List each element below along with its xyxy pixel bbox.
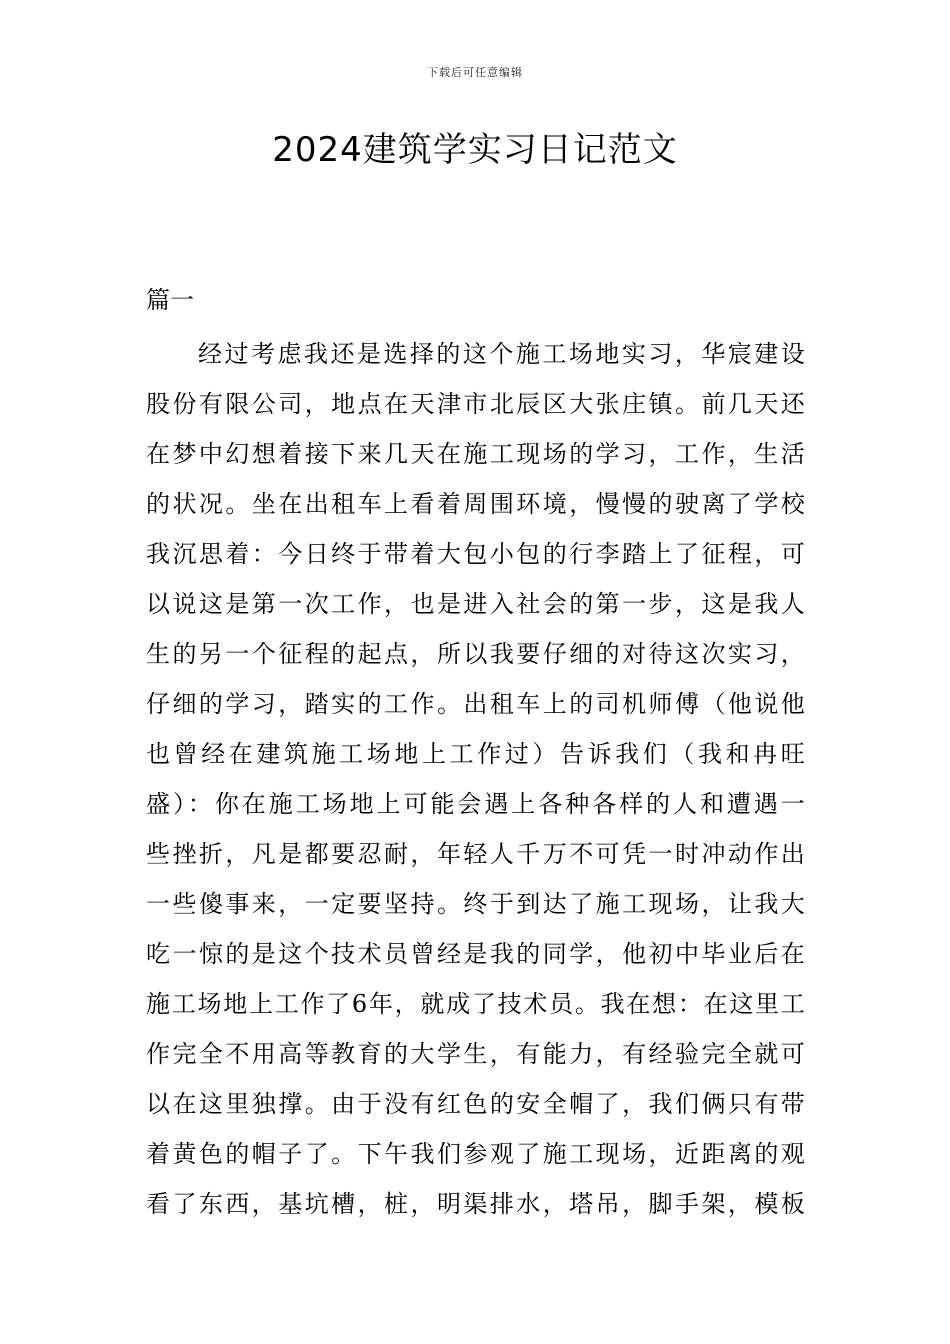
paragraph-line: 股份有限公司，地点在天津市北辰区大张庄镇。前几天还 <box>146 390 806 418</box>
paragraph-line: 看了东西，基坑槽，桩，明渠排水，塔吊，脚手架，模板 <box>146 1190 806 1218</box>
paragraph-line: 吃一惊的是这个技术员曾经是我的同学，他初中毕业后在 <box>146 940 806 968</box>
paragraph-line: 着黄色的帽子了。下午我们参观了施工现场，近距离的观 <box>146 1140 806 1168</box>
paragraph-line: 在梦中幻想着接下来几天在施工现场的学习，工作，生活 <box>146 440 806 468</box>
paragraph-line: 一些傻事来，一定要坚持。终于到达了施工现场，让我大 <box>146 890 806 918</box>
paragraph-line: 仔细的学习，踏实的工作。出租车上的司机师傅（他说他 <box>146 690 806 718</box>
paragraph-line: 些挫折，凡是都要忍耐，年轻人千万不可凭一时冲动作出 <box>146 840 806 868</box>
paragraph-line: 也曾经在建筑施工场地上工作过）告诉我们（我和冉旺 <box>146 740 806 768</box>
header-note: 下载后可任意编辑 <box>427 66 523 79</box>
paragraph-line: 的状况。坐在出租车上看着周围环境，慢慢的驶离了学校 <box>146 490 806 518</box>
paragraph-line: 以在这里独撑。由于没有红色的安全帽了，我们俩只有带 <box>146 1090 806 1118</box>
paragraph-line: 我沉思着：今日终于带着大包小包的行李踏上了征程，可 <box>146 540 806 568</box>
paragraph-line: 生的另一个征程的起点，所以我要仔细的对待这次实习， <box>146 640 806 668</box>
page-title: 2024建筑学实习日记范文 <box>272 130 678 170</box>
section-label: 篇一 <box>146 286 194 314</box>
paragraph-line: 施工场地上工作了6年，就成了技术员。我在想：在这里工 <box>146 990 806 1018</box>
paragraph-line: 盛）：你在施工场地上可能会遇上各种各样的人和遭遇一 <box>146 790 806 818</box>
paragraph-line: 经过考虑我还是选择的这个施工场地实习，华宸建设 <box>198 340 806 368</box>
paragraph-line: 作完全不用高等教育的大学生，有能力，有经验完全就可 <box>146 1040 806 1068</box>
body-paragraph <box>146 329 806 1219</box>
paragraph-line: 以说这是第一次工作，也是进入社会的第一步，这是我人 <box>146 590 806 618</box>
